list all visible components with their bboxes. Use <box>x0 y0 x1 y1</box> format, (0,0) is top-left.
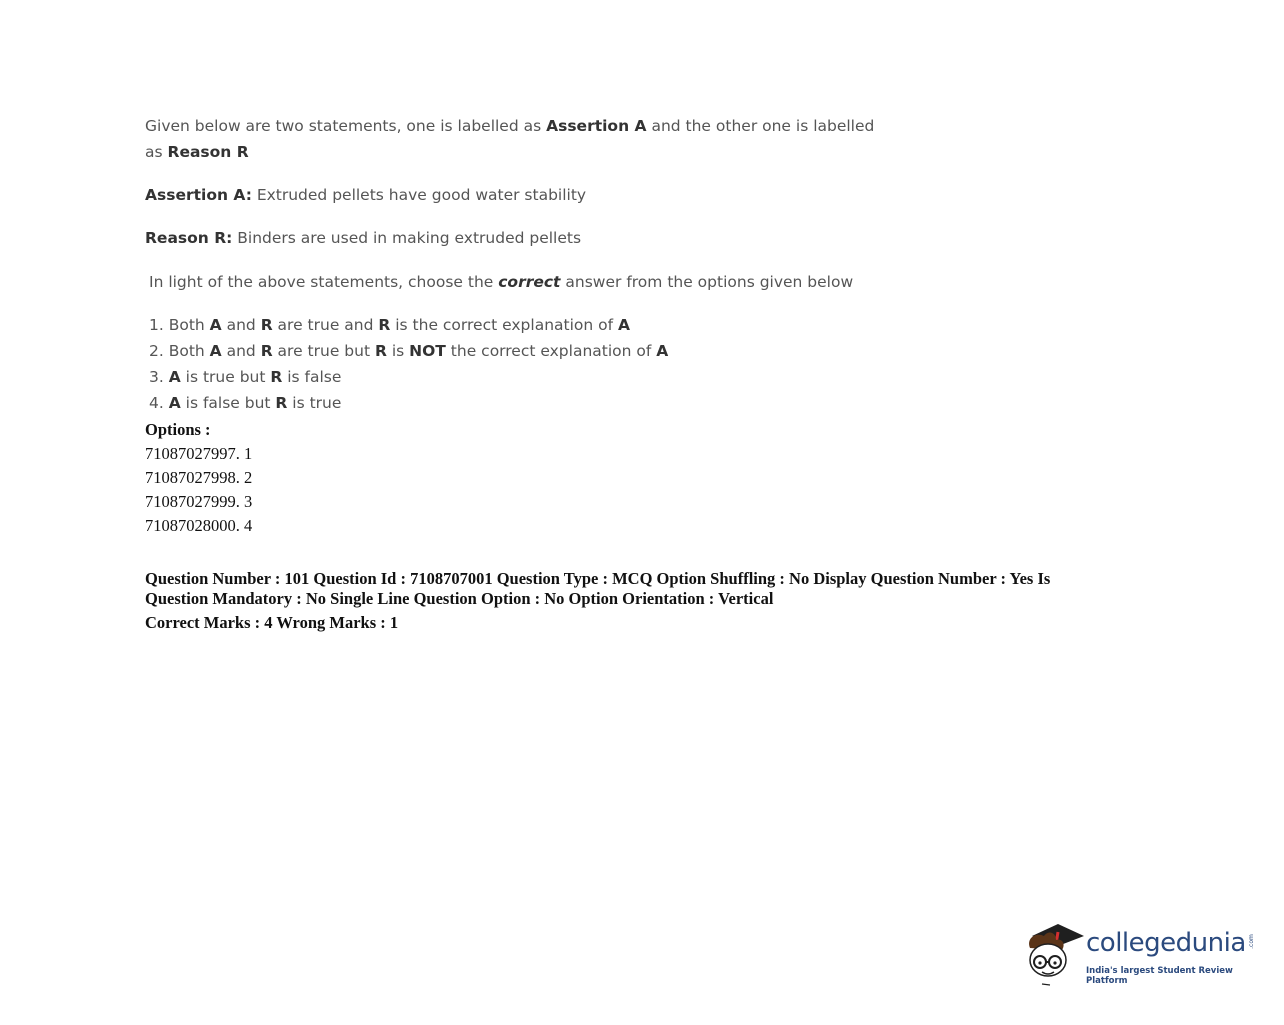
question-prompt <box>149 273 853 291</box>
reason-statement <box>145 229 581 247</box>
collegedunia-logo <box>1022 918 1262 990</box>
reason-r-label: Reason R <box>167 143 249 161</box>
intro-text: Given below are two statements, one is labelled as <box>145 117 547 135</box>
logo-tagline: India's largest Student Review Platform <box>1086 966 1233 986</box>
logo-wordmark: collegedunia <box>1086 928 1246 958</box>
prompt-text-cont: answer from the options given below <box>560 273 854 291</box>
assertion-text: Extruded pellets have good water stability <box>251 186 587 204</box>
prompt-emphasis: correct <box>498 273 561 291</box>
reason-text: Binders are used in making extruded pellets <box>232 229 582 247</box>
option-item: 71087027997. 1 <box>145 444 253 463</box>
answer-choice-1: 1. Both A and R are true and R is the correct explanation of A <box>149 316 630 334</box>
intro-line-1 <box>145 117 874 135</box>
question-meta-line-1: Question Number : 101 Question Id : 7108707001 Question Type : MCQ Option Shuffling : No Display Question Number : Yes Is <box>145 569 1051 588</box>
mascot-icon <box>1022 918 1084 988</box>
intro-text-as: as <box>145 143 168 161</box>
reason-label: Reason R: <box>145 229 233 247</box>
answer-choice-4: 4. A is false but R is true <box>149 394 342 412</box>
option-item: 71087028000. 4 <box>145 516 253 535</box>
answer-choice-2: 2. Both A and R are true but R is NOT the correct explanation of A <box>149 342 669 360</box>
assertion-label: Assertion A: <box>145 186 252 204</box>
option-item: 71087027998. 2 <box>145 468 253 487</box>
logo-com: .com <box>1247 934 1255 949</box>
assertion-statement <box>145 186 586 204</box>
question-meta-line-2: Question Mandatory : No Single Line Question Option : No Option Orientation : Vertical <box>145 589 774 608</box>
answer-choice-3: 3. A is true but R is false <box>149 368 342 386</box>
marks-line: Correct Marks : 4 Wrong Marks : 1 <box>145 613 399 632</box>
assertion-a-label: Assertion A <box>546 117 647 135</box>
prompt-text: In light of the above statements, choose the <box>149 273 499 291</box>
intro-line-2 <box>145 143 249 161</box>
intro-text-cont: and the other one is labelled <box>646 117 875 135</box>
option-item: 71087027999. 3 <box>145 492 253 511</box>
options-heading: Options : <box>145 420 211 439</box>
